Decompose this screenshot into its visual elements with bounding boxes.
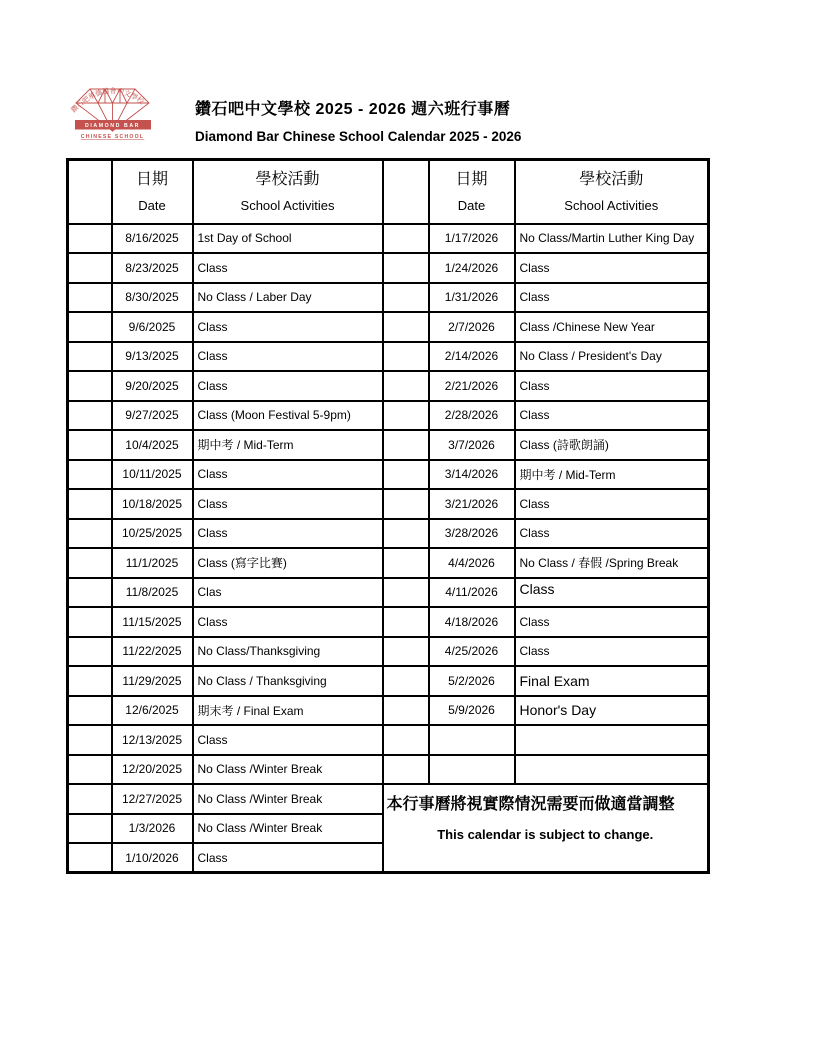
date-cell: 12/20/2025 [112,755,193,785]
calendar-table [66,158,710,874]
activity-cell: 1st Day of School [193,224,383,254]
activity-cell [515,725,709,755]
activity-cell: Class [193,342,383,372]
row-marker-cell [383,312,429,342]
date-cell: 12/13/2025 [112,725,193,755]
date-cell: 3/28/2026 [429,519,515,549]
activity-cell: No Class /Winter Break [193,755,383,785]
diamond-logo-graphic [64,74,161,143]
header-date-zh: 日期 [135,171,168,189]
calendar-note [383,784,709,873]
table-row [68,224,709,254]
activity-cell: Class /Chinese New Year [515,312,709,342]
date-cell: 4/25/2026 [429,637,515,667]
date-cell: 10/18/2025 [112,489,193,519]
table-row [68,253,709,283]
activity-cell: Class [515,578,709,608]
row-marker-cell [383,460,429,490]
header-activities-en: School Activities [564,198,659,214]
row-marker-cell [383,430,429,460]
activity-cell: No Class/Martin Luther King Day [515,224,709,254]
activity-cell: Class [193,489,383,519]
row-marker-cell [68,637,112,667]
date-cell: 3/14/2026 [429,460,515,490]
date-cell: 2/14/2026 [429,342,515,372]
date-cell: 11/1/2025 [112,548,193,578]
row-marker-cell [68,401,112,431]
activity-cell: Class [515,607,709,637]
row-marker-cell [68,696,112,726]
activity-cell: No Class / Thanksgiving [193,666,383,696]
row-marker-cell [383,371,429,401]
table-row [68,460,709,490]
table-row [68,519,709,549]
header-date-left [112,160,193,224]
logo-school-text: CHINESE SCHOOL [80,134,145,140]
row-marker-cell [68,312,112,342]
table-row [68,342,709,372]
header-marker-cell-right [383,160,429,224]
row-marker-cell [68,784,112,814]
page-title-en: Diamond Bar Chinese School Calendar 2025 - 2026 [195,129,522,144]
date-cell [429,725,515,755]
table-row [68,578,709,608]
header-marker-cell-left [68,160,112,224]
activity-cell: Class (寫字比賽) [193,548,383,578]
activity-cell: No Class / President's Day [515,342,709,372]
date-cell: 1/24/2026 [429,253,515,283]
row-marker-cell [68,253,112,283]
note-text-en: This calendar is subject to change. [437,827,654,842]
row-marker-cell [383,637,429,667]
date-cell: 9/27/2025 [112,401,193,431]
date-cell: 4/4/2026 [429,548,515,578]
table-header-row [68,160,709,224]
row-marker-cell [68,224,112,254]
row-marker-cell [383,519,429,549]
row-marker-cell [383,696,429,726]
table-row [68,489,709,519]
activity-cell: Clas [193,578,383,608]
row-marker-cell [383,401,429,431]
date-cell: 1/17/2026 [429,224,515,254]
table-row [68,637,709,667]
row-marker-cell [68,519,112,549]
activity-cell: No Class / Laber Day [193,283,383,313]
activity-cell: Class [193,253,383,283]
header-date-en: Date [138,198,166,214]
date-cell: 10/11/2025 [112,460,193,490]
activity-cell: 期中考 / Mid-Term [193,430,383,460]
activity-cell: No Class /Winter Break [193,814,383,844]
row-marker-cell [383,607,429,637]
activity-cell: Class [515,489,709,519]
date-cell: 12/6/2025 [112,696,193,726]
row-marker-cell [68,548,112,578]
date-cell: 10/25/2025 [112,519,193,549]
date-cell: 11/22/2025 [112,637,193,667]
date-cell: 5/2/2026 [429,666,515,696]
date-cell: 4/11/2026 [429,578,515,608]
date-cell: 1/31/2026 [429,283,515,313]
row-marker-cell [383,578,429,608]
table-row [68,725,709,755]
row-marker-cell [383,548,429,578]
date-cell: 2/21/2026 [429,371,515,401]
activity-cell: Class [193,371,383,401]
activity-cell: Class (詩歌朗誦) [515,430,709,460]
table-row [68,312,709,342]
row-marker-cell [68,430,112,460]
date-cell [429,755,515,785]
row-marker-cell [383,666,429,696]
row-marker-cell [68,460,112,490]
row-marker-cell [383,489,429,519]
activity-cell: 期末考 / Final Exam [193,696,383,726]
date-cell: 2/7/2026 [429,312,515,342]
header-activities-zh: 學校活動 [255,171,320,189]
row-marker-cell [68,489,112,519]
page-title-zh: 鑽石吧中文學校 2025 - 2026 週六班行事曆 [195,101,511,118]
row-marker-cell [383,283,429,313]
activity-cell: Class [515,283,709,313]
table-row [68,784,709,814]
date-cell: 3/7/2026 [429,430,515,460]
date-cell: 11/15/2025 [112,607,193,637]
date-cell: 3/21/2026 [429,489,515,519]
date-cell: 5/9/2026 [429,696,515,726]
date-cell: 9/6/2025 [112,312,193,342]
date-cell: 1/10/2026 [112,843,193,873]
row-marker-cell [68,725,112,755]
activity-cell: Class [193,519,383,549]
activity-cell: Class [193,460,383,490]
table-row [68,283,709,313]
activity-cell: Class [193,843,383,873]
header-activities-right [515,160,709,224]
activity-cell: Class [515,519,709,549]
activity-cell: Class [515,637,709,667]
activity-cell: No Class / 春假 /Spring Break [515,548,709,578]
header-activities-en: School Activities [240,198,335,214]
school-logo [64,74,161,143]
date-cell: 1/3/2026 [112,814,193,844]
activity-cell: Class [515,253,709,283]
activity-cell: No Class/Thanksgiving [193,637,383,667]
logo-banner-text: DIAMOND BAR [84,123,141,129]
date-cell: 11/29/2025 [112,666,193,696]
header-activities-zh: 學校活動 [579,171,644,189]
date-cell: 8/30/2025 [112,283,193,313]
row-marker-cell [68,578,112,608]
activity-cell: 期中考 / Mid-Term [515,460,709,490]
table-row [68,430,709,460]
header-date-zh: 日期 [455,171,488,189]
date-cell: 9/13/2025 [112,342,193,372]
date-cell: 11/8/2025 [112,578,193,608]
table-row [68,401,709,431]
row-marker-cell [383,253,429,283]
row-marker-cell [68,814,112,844]
date-cell: 10/4/2025 [112,430,193,460]
row-marker-cell [68,755,112,785]
activity-cell [515,755,709,785]
table-row [68,666,709,696]
header-activities-left [193,160,383,224]
table-row [68,548,709,578]
table-row [68,371,709,401]
date-cell: 9/20/2025 [112,371,193,401]
row-marker-cell [68,666,112,696]
date-cell: 12/27/2025 [112,784,193,814]
activity-cell: Final Exam [515,666,709,696]
table-row [68,755,709,785]
date-cell: 4/18/2026 [429,607,515,637]
header-date-right [429,160,515,224]
header-date-en: Date [457,198,486,214]
activity-cell: Class [515,401,709,431]
row-marker-cell [68,843,112,873]
activity-cell: Class [193,607,383,637]
logo-arc-text: 鑽石吧華僑協會中文學校 [69,86,146,115]
row-marker-cell [383,755,429,785]
activity-cell: No Class /Winter Break [193,784,383,814]
activity-cell: Class [193,312,383,342]
activity-cell: Class [515,371,709,401]
table-row [68,696,709,726]
date-cell: 2/28/2026 [429,401,515,431]
date-cell: 8/23/2025 [112,253,193,283]
row-marker-cell [68,342,112,372]
row-marker-cell [383,342,429,372]
row-marker-cell [383,725,429,755]
row-marker-cell [383,224,429,254]
activity-cell: Class [193,725,383,755]
note-text-zh: 本行事曆將視實際情況需要而做適當調整 [386,796,675,813]
row-marker-cell [68,607,112,637]
row-marker-cell [68,283,112,313]
activity-cell: Honor's Day [515,696,709,726]
row-marker-cell [68,371,112,401]
table-row [68,607,709,637]
activity-cell: Class (Moon Festival 5-9pm) [193,401,383,431]
date-cell: 8/16/2025 [112,224,193,254]
